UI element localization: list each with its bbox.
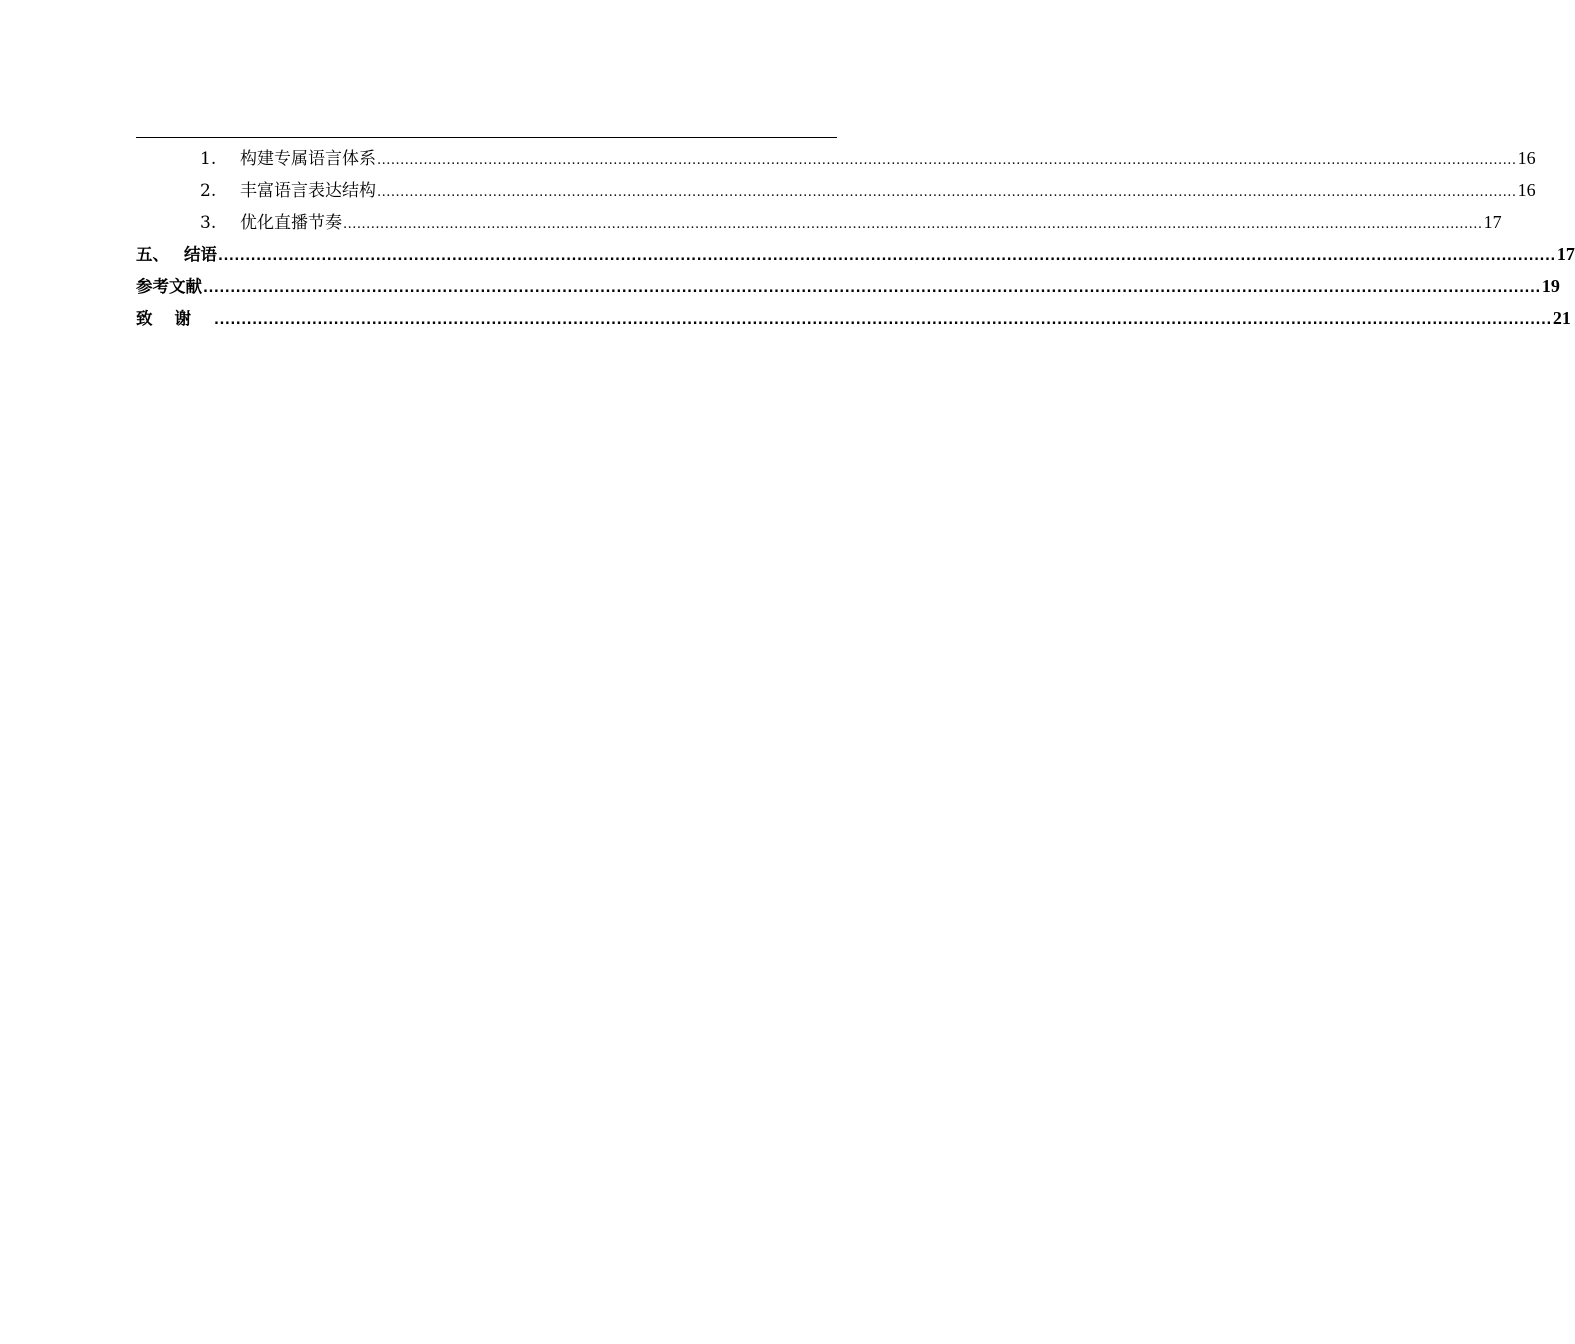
toc-entry-references[interactable] [136, 270, 1560, 302]
toc-page-number: 17 [1483, 212, 1502, 232]
toc-entry-title: 丰富语言表达结构 [240, 181, 376, 201]
toc-page-number: 19 [1541, 276, 1560, 296]
toc-page-number: 16 [1517, 148, 1536, 168]
toc-entry[interactable] [136, 174, 1536, 206]
toc-entry-title: 构建专属语言体系 [240, 149, 376, 169]
toc-entry-title: 结语 [184, 245, 217, 264]
toc-dot-leader: ...................................................................................................................................................................................................................................................... [377, 153, 1517, 168]
header-rule [136, 137, 837, 138]
toc-page-number: 16 [1517, 180, 1536, 200]
toc-page-number: 17 [1556, 244, 1575, 264]
toc-dot-leader: ...................................................................................................................................................................................................................................................... [203, 281, 1541, 296]
toc-entry-title: 优化直播节奏 [240, 213, 342, 233]
toc-entry-number: 3. [200, 213, 217, 233]
toc-dot-leader: ...................................................................................................................................................................................................................................................... [218, 249, 1556, 264]
toc-entry-number: 五、 [136, 245, 169, 264]
toc-dot-leader: ...................................................................................................................................................................................................................................................... [343, 217, 1483, 232]
toc-dot-leader: ...................................................................................................................................................................................................................................................... [214, 313, 1552, 328]
toc-entry-number: 1. [200, 149, 217, 169]
toc-entry-conclusion[interactable] [136, 238, 1575, 270]
toc-entry-title: 致谢 [136, 309, 213, 328]
table-of-contents [136, 142, 1575, 334]
toc-entry[interactable] [136, 206, 1502, 238]
toc-entry-number: 2. [200, 181, 217, 201]
toc-entry-acknowledgements[interactable] [136, 302, 1571, 334]
toc-entry-title: 参考文献 [136, 277, 202, 296]
toc-page-number: 21 [1552, 308, 1571, 328]
toc-entry[interactable] [136, 142, 1536, 174]
toc-dot-leader: ...................................................................................................................................................................................................................................................... [377, 185, 1517, 200]
